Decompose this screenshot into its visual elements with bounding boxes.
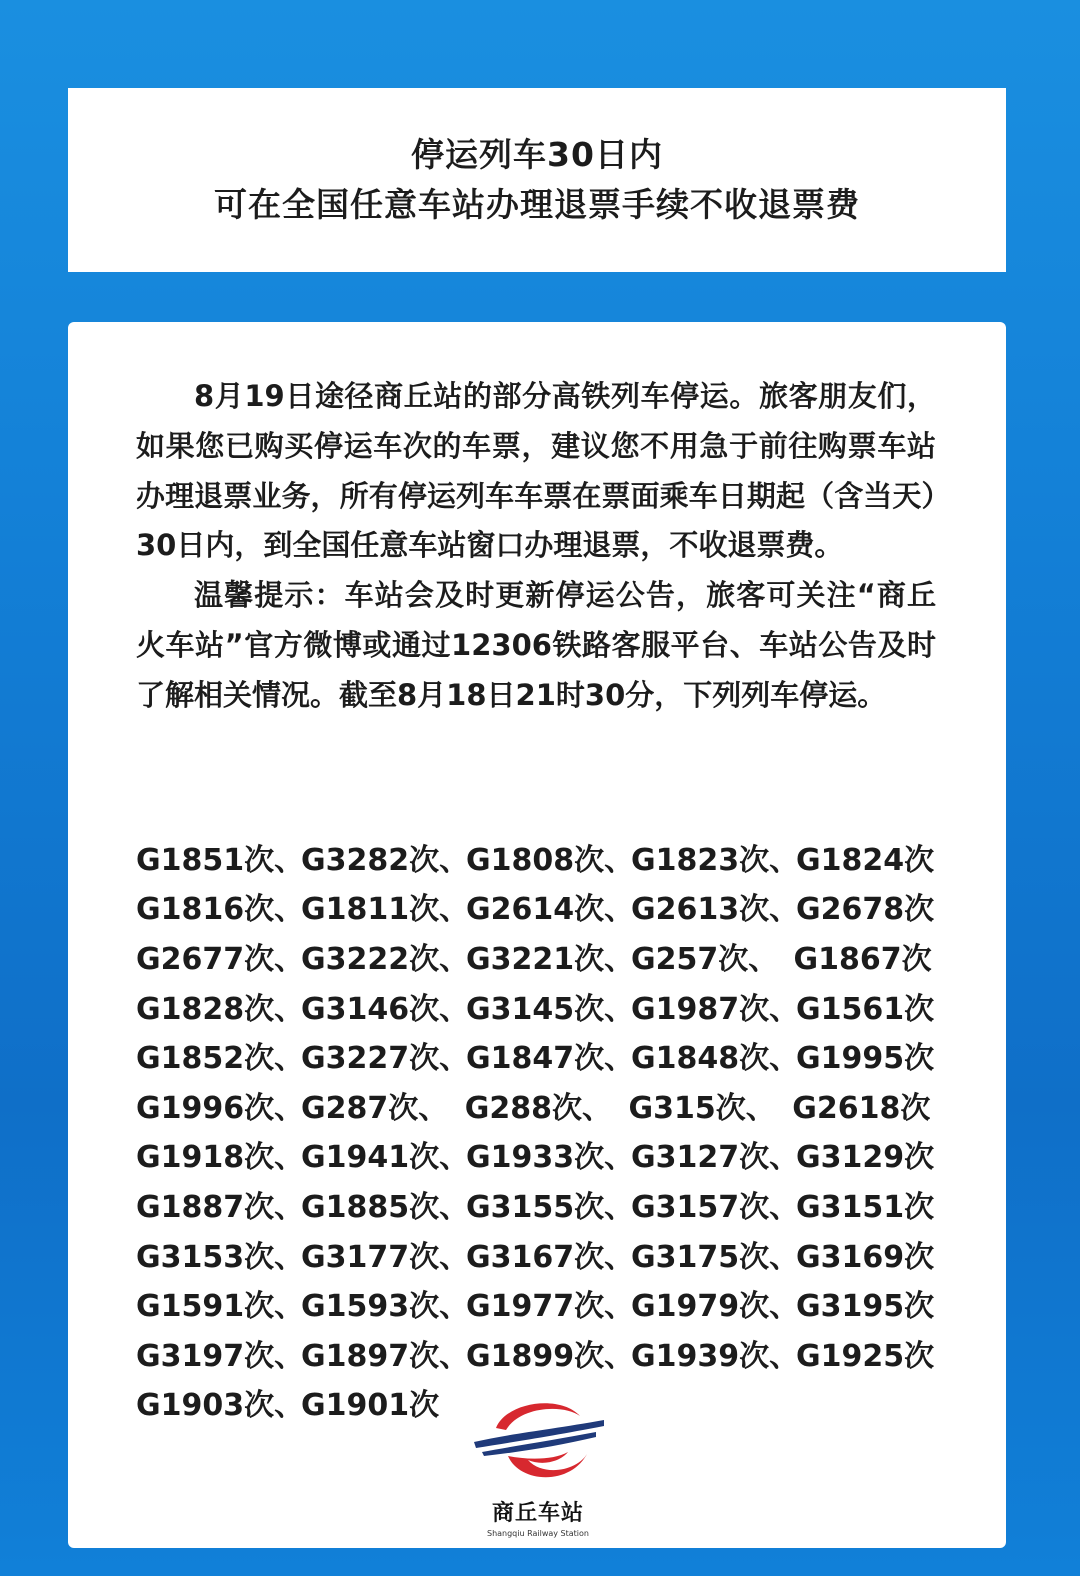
train-number: G3227次、 [301, 1041, 470, 1077]
notice-paragraph-1: 8月19日途径商丘站的部分高铁列车停运。旅客朋友们，如果您已购买停运车次的车票，建议您不用急于前往购票车站办理退票业务，所有停运列车车票在票面乘车日期起（含当天）30日内，到全国任意车站窗口办理退票，不收退票费。 [136, 379, 936, 563]
train-number: G1901次 [301, 1388, 440, 1424]
train-number: G287次、 [301, 1090, 449, 1126]
train-number: G1996次、 [136, 1090, 305, 1126]
train-number: G2614次、 [466, 892, 635, 928]
train-row [136, 1030, 956, 1080]
train-number: G2618次 [792, 1090, 931, 1126]
train-number: G3177次、 [301, 1239, 470, 1275]
train-number: G1848次、 [631, 1041, 800, 1077]
title-card [68, 88, 1006, 272]
train-number: G2677次、 [136, 941, 305, 977]
train-number: G3282次、 [301, 842, 470, 878]
train-number: G3153次、 [136, 1239, 305, 1275]
train-number: G1847次、 [466, 1041, 635, 1077]
title-line-1: 停运列车30日内 [411, 135, 663, 174]
train-number: G1995次 [796, 1041, 935, 1077]
train-number: G3146次、 [301, 991, 470, 1027]
train-number: G288次、 [464, 1090, 612, 1126]
train-row [136, 1328, 956, 1378]
train-number: G3151次 [796, 1189, 935, 1225]
train-number: G1903次、 [136, 1388, 305, 1424]
train-number: G3129次 [796, 1140, 935, 1176]
train-number: G1808次、 [466, 842, 635, 878]
train-number: G3167次、 [466, 1239, 635, 1275]
train-row [136, 931, 956, 981]
train-number: G2678次 [796, 892, 935, 928]
train-number: G1593次、 [301, 1289, 470, 1325]
train-number: G1941次、 [301, 1140, 470, 1176]
train-number: G1885次、 [301, 1189, 470, 1225]
notice-paragraph-2: 温馨提示：车站会及时更新停运公告，旅客可关注“商丘火车站”官方微博或通过12306铁路客服平台、车站公告及时了解相关情况。截至8月18日21时30分，下列列车停运。 [136, 578, 936, 712]
train-number: G1918次、 [136, 1140, 305, 1176]
train-number: G1979次、 [631, 1289, 800, 1325]
train-number: G1824次 [796, 842, 935, 878]
logo-station-english: Shangqiu Railway Station [486, 1529, 589, 1538]
content-card [68, 322, 1006, 1548]
train-row [136, 1080, 956, 1130]
train-row [136, 1229, 956, 1279]
train-number: G1925次 [796, 1338, 935, 1374]
train-number: G3145次、 [466, 991, 635, 1027]
train-row [136, 1179, 956, 1229]
train-number: G1811次、 [301, 892, 470, 928]
railway-logo-icon [468, 1390, 608, 1490]
train-number: G1867次 [793, 941, 932, 977]
train-row [136, 1130, 956, 1180]
train-number: G3197次、 [136, 1338, 305, 1374]
train-number: G3195次 [796, 1289, 935, 1325]
train-number: G1987次、 [631, 991, 800, 1027]
train-row [136, 1278, 956, 1328]
train-number: G1887次、 [136, 1189, 305, 1225]
train-number: G2613次、 [631, 892, 800, 928]
train-number: G1823次、 [631, 842, 800, 878]
station-logo [468, 1390, 608, 1540]
logo-station-name: 商丘车站 [491, 1501, 584, 1526]
train-number: G1852次、 [136, 1041, 305, 1077]
train-number: G3221次、 [466, 941, 635, 977]
train-number: G1897次、 [301, 1338, 470, 1374]
train-number: G1933次、 [466, 1140, 635, 1176]
train-number: G3175次、 [631, 1239, 800, 1275]
train-row [136, 882, 956, 932]
train-number: G3127次、 [631, 1140, 800, 1176]
train-row [136, 981, 956, 1031]
train-row [136, 832, 956, 882]
notice-text [136, 372, 936, 721]
train-number: G3157次、 [631, 1189, 800, 1225]
train-number: G1851次、 [136, 842, 305, 878]
train-number: G1977次、 [466, 1289, 635, 1325]
train-number: G3222次、 [301, 941, 470, 977]
train-number: G1939次、 [631, 1338, 800, 1374]
train-number: G1591次、 [136, 1289, 305, 1325]
train-number: G1899次、 [466, 1338, 635, 1374]
train-number: G1816次、 [136, 892, 305, 928]
train-number: G1828次、 [136, 991, 305, 1027]
title-line-2: 可在全国任意车站办理退票手续不收退票费 [214, 185, 860, 224]
train-number: G3169次 [796, 1239, 935, 1275]
train-number: G315次、 [628, 1090, 776, 1126]
train-number: G257次、 [631, 941, 779, 977]
train-list [136, 832, 956, 1427]
train-number: G3155次、 [466, 1189, 635, 1225]
train-number: G1561次 [796, 991, 935, 1027]
